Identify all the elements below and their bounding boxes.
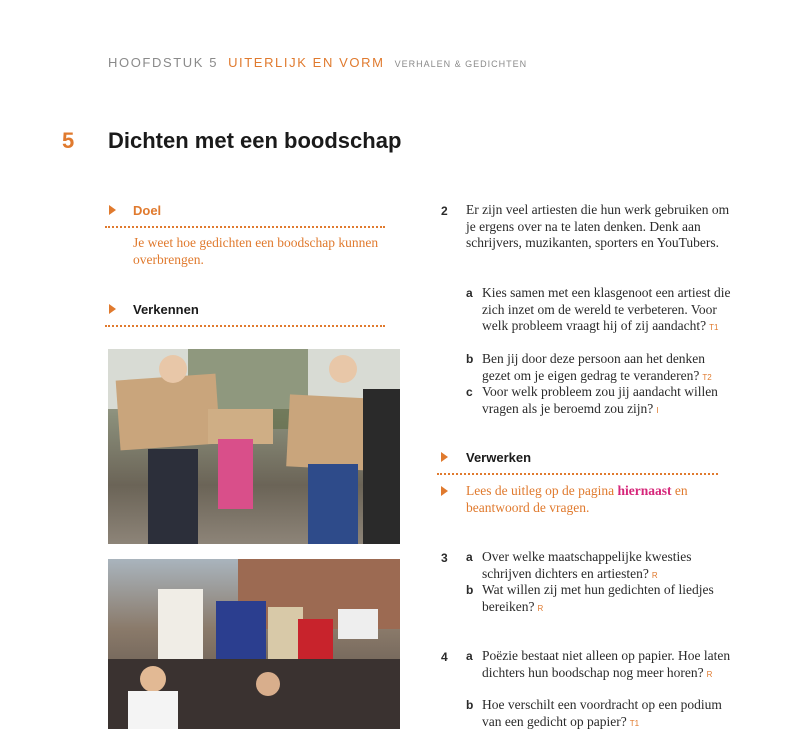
item-letter: b [466,698,474,712]
item-tag: R [706,669,713,679]
item-letter: b [466,352,474,366]
question-item [466,648,736,683]
question-intro: Er zijn veel artiesten die hun werk gebruiken om je ergens over na te laten denken. Denk aan schrijvers, muzikanten, sporters en YouTubers. [466,202,730,250]
photo-illustration [108,349,400,544]
question-item [466,285,736,337]
question-number: 2 [441,204,448,218]
lesson-title: Dichten met een boodschap [108,128,402,153]
item-letter: b [466,583,474,597]
question-item [466,697,736,729]
running-header [108,55,527,70]
chapter-title: UITERLIJK EN VORM [228,55,385,70]
arrow-icon [441,486,448,496]
instruction-text: en beantwoord de vragen. [466,483,688,515]
item-tag: R [537,603,544,613]
item-text: Ben jij door deze persoon aan het denken gezet om je eigen gedrag te veranderen? [482,351,706,383]
item-tag: I [656,405,659,415]
item-letter: a [466,550,473,564]
chapter-label: HOOFDSTUK 5 [108,55,219,70]
question-item [466,384,736,419]
question-number: 3 [441,551,448,565]
item-text: Hoe verschilt een voordracht op een podium van een gedicht op papier? [482,697,722,729]
question-item [466,549,736,584]
photo-illustration [108,559,400,729]
question-number: 4 [441,650,448,664]
verwerken-instruction [466,483,726,516]
item-text: Voor welk probleem zou jij aandacht willen vragen als je beroemd zou zijn? [482,384,718,416]
doel-text: Je weet hoe gedichten een boodschap kunnen overbrengen. [133,235,379,267]
item-text: Poëzie bestaat niet alleen op papier. Hoe laten dichters hun boodschap nog meer horen? [482,648,731,680]
verkennen-heading: Verkennen [133,302,199,317]
doel-heading: Doel [133,203,162,218]
section-label: VERHALEN & GEDICHTEN [394,59,528,69]
arrow-icon [109,304,116,314]
lesson-number: 5 [62,128,75,153]
protest-photo-1 [108,349,400,544]
item-tag: R [651,570,658,580]
instruction-text: Lees de uitleg op de pagina [466,483,618,498]
item-tag: T1 [629,718,640,728]
arrow-icon [441,452,448,462]
item-letter: c [466,385,473,399]
item-tag: T1 [709,323,719,332]
protest-photo-2 [108,559,400,729]
divider [437,473,718,475]
item-text: Wat willen zij met hun gedichten of liedjes bereiken? [482,582,714,614]
item-letter: a [466,286,473,300]
divider [105,226,385,228]
hiernaast-link[interactable]: hiernaast [617,483,672,498]
item-tag: T2 [702,372,712,382]
divider [105,325,385,327]
arrow-icon [109,205,116,215]
question-item [466,582,736,617]
item-letter: a [466,649,473,663]
verwerken-heading: Verwerken [466,450,532,465]
item-text: Over welke maatschappelijke kwesties schrijven dichters en artiesten? [482,549,692,581]
question-item [466,351,736,386]
item-text: Kies samen met een klasgenoot een artiest die zich inzet om de wereld te verbeteren. Voor welk probleem vraagt hij of zij aandacht? [482,285,731,333]
